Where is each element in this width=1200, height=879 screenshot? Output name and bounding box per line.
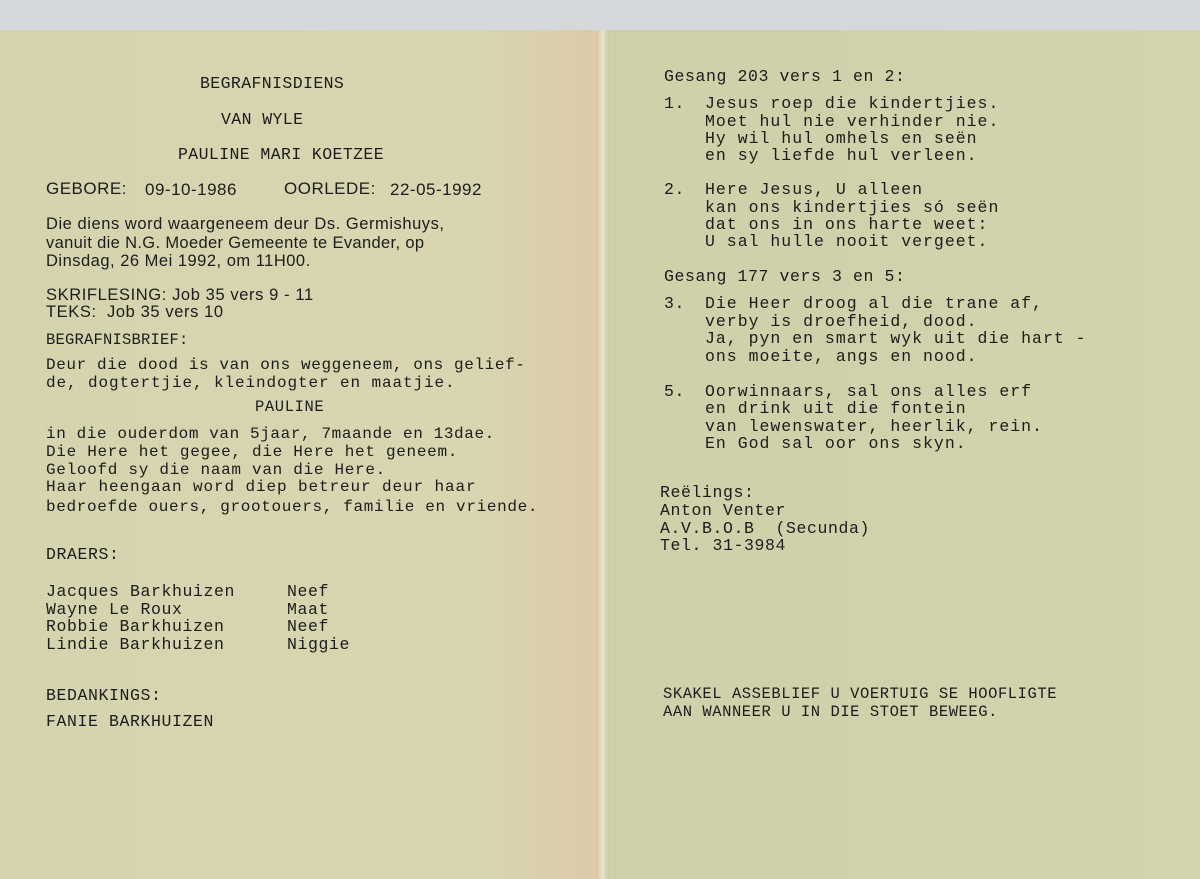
bearer-relation: Maat	[287, 600, 330, 619]
hymn-verse-number: 5.	[664, 382, 686, 401]
born-date: 09-10-1986	[145, 180, 237, 199]
bearer-name: Wayne Le Roux	[46, 600, 183, 619]
page-fold	[597, 30, 609, 879]
hymn-line: dat ons in ons harte weet:	[705, 215, 989, 234]
letter-line-5: Geloofd sy die naam van die Here.	[46, 461, 386, 479]
hymn-line: Moet hul nie verhinder nie.	[705, 112, 1000, 131]
service-line-2: vanuit die N.G. Moeder Gemeente te Evander, op	[46, 234, 425, 252]
notice-line-1: SKAKEL ASSEBLIEF U VOERTUIG SE HOOFLIGTE	[663, 685, 1058, 703]
subtitle: VAN WYLE	[221, 110, 304, 129]
hymn-line: van lewenswater, heerlik, rein.	[705, 417, 1043, 436]
letter-name: PAULINE	[255, 398, 325, 416]
bearers-heading: DRAERS:	[46, 545, 120, 564]
letter-line-1: Deur die dood is van ons weggeneem, ons gelief-	[46, 356, 526, 374]
thanks-heading: BEDANKINGS:	[46, 686, 162, 705]
hymn-line: Oorwinnaars, sal ons alles erf	[705, 382, 1033, 401]
notice-line-2: AAN WANNEER U IN DIE STOET BEWEEG.	[663, 703, 998, 721]
bearer-name: Lindie Barkhuizen	[46, 635, 225, 654]
letter-line-7: bedroefde ouers, grootouers, familie en vriende.	[46, 498, 539, 516]
hymn-line: Hy wil hul omhels en seën	[705, 129, 978, 148]
died-date: 22-05-1992	[390, 180, 482, 199]
bearer-name: Jacques Barkhuizen	[46, 582, 236, 601]
arrangements-line-3: Tel. 31-3984	[660, 536, 787, 555]
scripture-reading: SKRIFLESING: Job 35 vers 9 - 11	[46, 286, 314, 304]
born-label: GEBORE:	[46, 179, 127, 198]
letter-heading: BEGRAFNISBRIEF:	[46, 331, 189, 349]
letter-line-4: Die Here het gegee, die Here het geneem.	[46, 443, 459, 461]
hymn-line: en sy liefde hul verleen.	[705, 146, 978, 165]
letter-line-2: de, dogtertjie, kleindogter en maatjie.	[46, 374, 456, 392]
service-line-1: Die diens word waargeneem deur Ds. Germishuys,	[46, 215, 445, 233]
hymn-verse-number: 1.	[664, 94, 686, 113]
letter-line-3: in die ouderdom van 5jaar, 7maande en 13dae.	[46, 425, 495, 443]
bearer-name: Robbie Barkhuizen	[46, 617, 225, 636]
service-line-3: Dinsdag, 26 Mei 1992, om 11H00.	[46, 252, 311, 270]
hymn-line: en drink uit die fontein	[705, 399, 967, 418]
hymn-line: Here Jesus, U alleen	[705, 180, 924, 199]
arrangements-line-2: A.V.B.O.B (Secunda)	[660, 519, 871, 538]
hymn-line: U sal hulle nooit vergeet.	[705, 232, 989, 251]
hymn-1-title: Gesang 203 vers 1 en 2:	[664, 67, 906, 86]
deceased-name: PAULINE MARI KOETZEE	[178, 145, 385, 164]
hymn-verse-number: 2.	[664, 180, 686, 199]
hymn-line: verby is droefheid, dood.	[705, 312, 978, 331]
bearer-relation: Niggie	[287, 635, 351, 654]
bearer-relation: Neef	[287, 617, 330, 636]
hymn-line: Jesus roep die kindertjies.	[705, 94, 1000, 113]
hymn-verse-number: 3.	[664, 294, 686, 313]
died-label: OORLEDE:	[284, 179, 376, 198]
bearer-relation: Neef	[287, 582, 330, 601]
hymn-line: kan ons kindertjies só seën	[705, 198, 1000, 217]
thanks-name: FANIE BARKHUIZEN	[46, 712, 215, 731]
hymn-line: Ja, pyn en smart wyk uit die hart -	[705, 329, 1087, 348]
hymn-line: Die Heer droog al die trane af,	[705, 294, 1043, 313]
scripture-text: TEKS: Job 35 vers 10	[46, 303, 224, 321]
hymn-2-title: Gesang 177 vers 3 en 5:	[664, 267, 906, 286]
arrangements-heading: Reëlings:	[660, 483, 755, 502]
hymn-line: En God sal oor ons skyn.	[705, 434, 967, 453]
letter-line-6: Haar heengaan word diep betreur deur haar	[46, 478, 477, 496]
arrangements-line-1: Anton Venter	[660, 501, 787, 520]
hymn-line: ons moeite, angs en nood.	[705, 347, 978, 366]
document-title: BEGRAFNISDIENS	[200, 74, 345, 93]
